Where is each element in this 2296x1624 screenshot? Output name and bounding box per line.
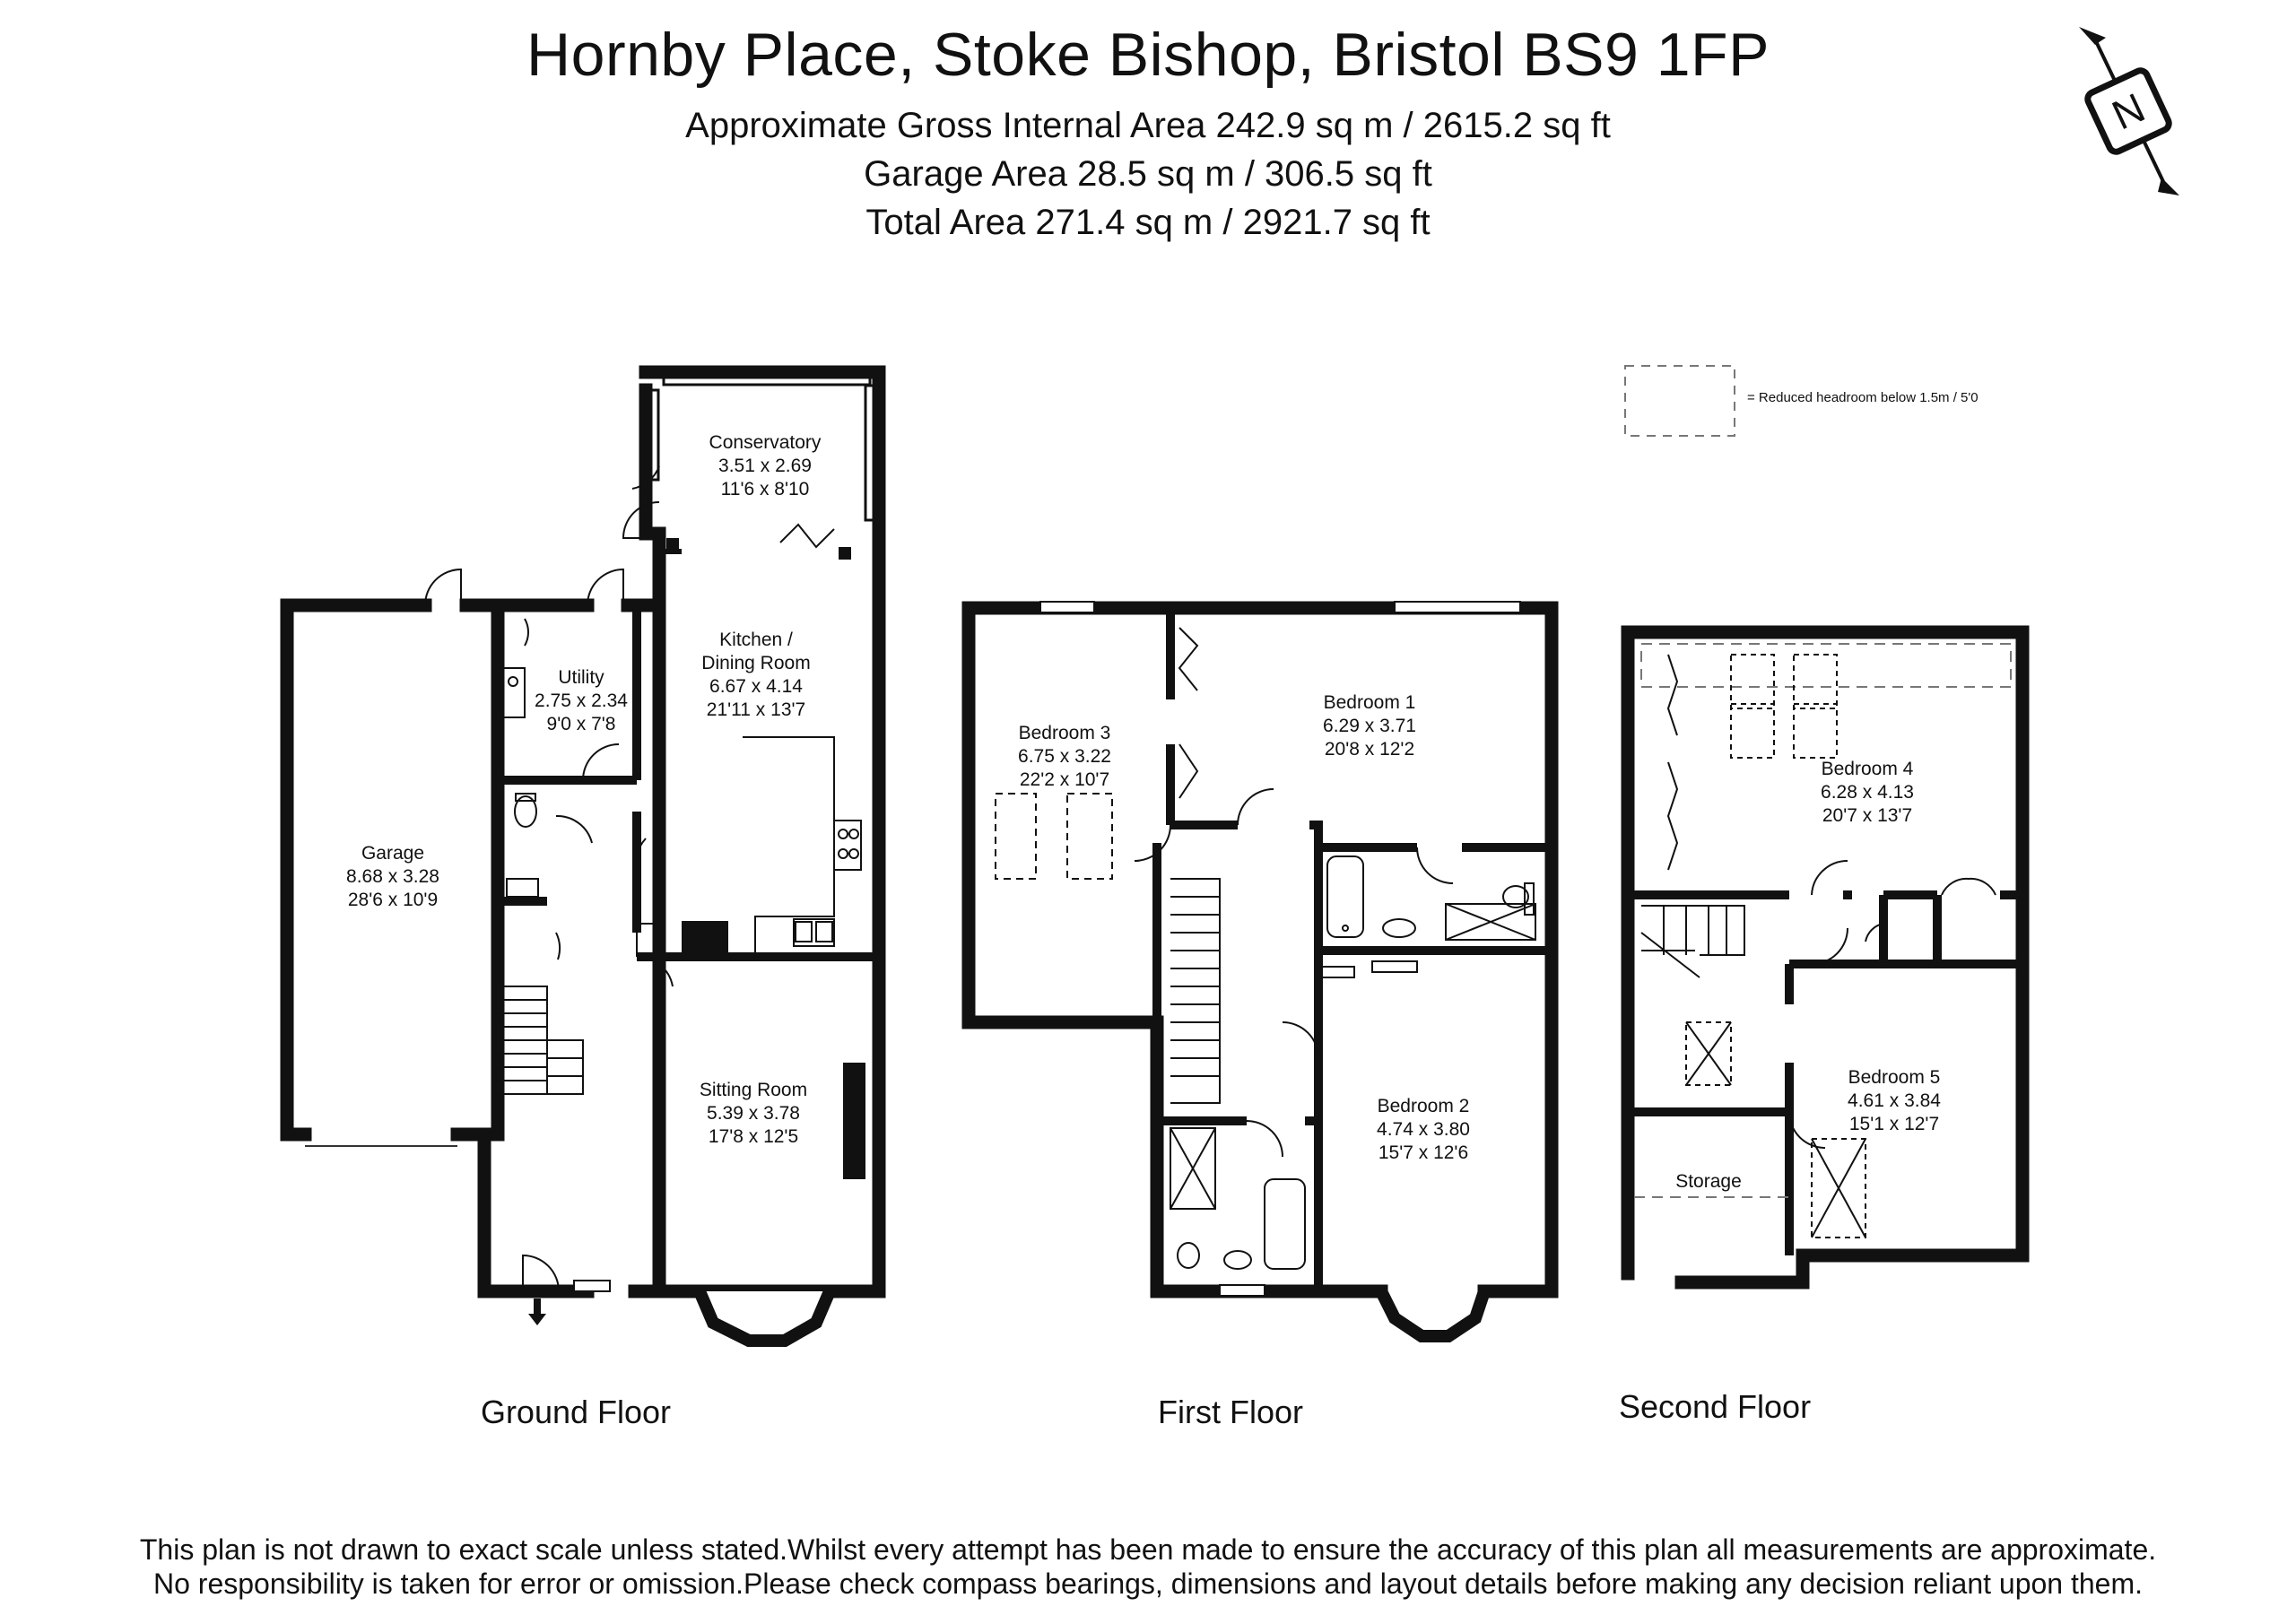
kitchen-chimney [682,921,728,957]
room-kitchen-name: Kitchen / [719,630,793,650]
room-bedroom4-metric: 6.28 x 4.13 [1821,782,1914,803]
ground-stairs [498,933,583,1094]
ground-outer-walls [484,372,879,1291]
second-floor-label: Second Floor [1618,1388,1812,1425]
room-kitchen-name2: Dining Room [701,653,811,673]
utility-walls [498,605,637,933]
reduced-headroom-swatch [1625,366,1735,436]
room-conservatory-name: Conservatory [709,432,822,453]
room-labels [346,432,1941,1192]
room-garage-name: Garage [361,843,425,864]
room-sitting-metric: 5.39 x 3.78 [707,1103,800,1124]
room-bedroom2-name: Bedroom 2 [1377,1096,1470,1116]
room-bedroom5-imperial: 15'1 x 12'7 [1848,1114,1940,1134]
room-garage-metric: 8.68 x 3.28 [346,866,439,887]
room-sitting-imperial: 17'8 x 12'5 [708,1126,799,1147]
room-utility-imperial: 9'0 x 7'8 [546,714,616,734]
total-area: Total Area 271.4 sq m / 2921.7 sq ft [865,203,1431,242]
second-fittings [1641,655,1996,1238]
room-bedroom3-name: Bedroom 3 [1018,723,1111,743]
ground-floor-label: Ground Floor [480,1394,672,1430]
room-bedroom3-metric: 6.75 x 3.22 [1018,746,1111,767]
first-floor-label: First Floor [1158,1394,1303,1430]
kitchen-units [743,737,861,957]
bedroom2-bay [1381,1291,1484,1336]
first-floor-plan [969,602,1552,1336]
entrance-arrow-icon [528,1298,546,1325]
room-bedroom5-metric: 4.61 x 3.84 [1848,1090,1941,1111]
room-bedroom2-imperial: 15'7 x 12'6 [1378,1142,1469,1163]
garage-area: Garage Area 28.5 sq m / 306.5 sq ft [864,154,1432,194]
room-bedroom4-imperial: 20'7 x 13'7 [1822,805,1913,826]
compass-icon [2079,27,2179,195]
compass-letter: N [2104,83,2152,139]
legend-text: = Reduced headroom below 1.5m / 5'0 [1747,390,1979,405]
room-storage-name: Storage [1675,1171,1742,1192]
room-garage-imperial: 28'6 x 10'9 [347,890,439,910]
sitting-room-chimney [843,1063,865,1179]
room-utility-metric: 2.75 x 2.34 [535,690,628,711]
room-bedroom2-metric: 4.74 x 3.80 [1377,1119,1470,1140]
room-bedroom5-name: Bedroom 5 [1848,1067,1941,1088]
room-sitting-name: Sitting Room [699,1080,808,1100]
legend [1625,366,1979,436]
sitting-room-bay [700,1291,830,1341]
disclaimer-line-1: This plan is not drawn to exact scale unless stated.Whilst every attempt has been made to ensure the accuracy of this plan all measurements are approximate. [139,1533,2157,1566]
utility-fittings [502,619,646,897]
room-kitchen-metric: 6.67 x 4.14 [709,676,803,697]
room-bedroom4-name: Bedroom 4 [1821,759,1914,779]
room-kitchen-imperial: 21'11 x 13'7 [706,699,806,720]
room-conservatory-imperial: 11'6 x 8'10 [720,479,810,499]
room-bedroom1-metric: 6.29 x 3.71 [1323,716,1416,736]
gross-internal-area: Approximate Gross Internal Area 242.9 sq m / 2615.2 sq ft [685,106,1611,145]
disclaimer-line-2: No responsibility is taken for error or omission.Please check compass bearings, dimensions and layout details before making any decision reliant upon them. [152,1568,2143,1600]
room-conservatory-metric: 3.51 x 2.69 [718,456,812,476]
room-bedroom1-imperial: 20'8 x 12'2 [1324,739,1415,760]
room-utility-name: Utility [558,667,604,688]
room-bedroom3-imperial: 22'2 x 10'7 [1019,769,1110,790]
room-bedroom1-name: Bedroom 1 [1323,692,1416,713]
property-address: Hornby Place, Stoke Bishop, Bristol BS9 1FP [526,21,1770,89]
